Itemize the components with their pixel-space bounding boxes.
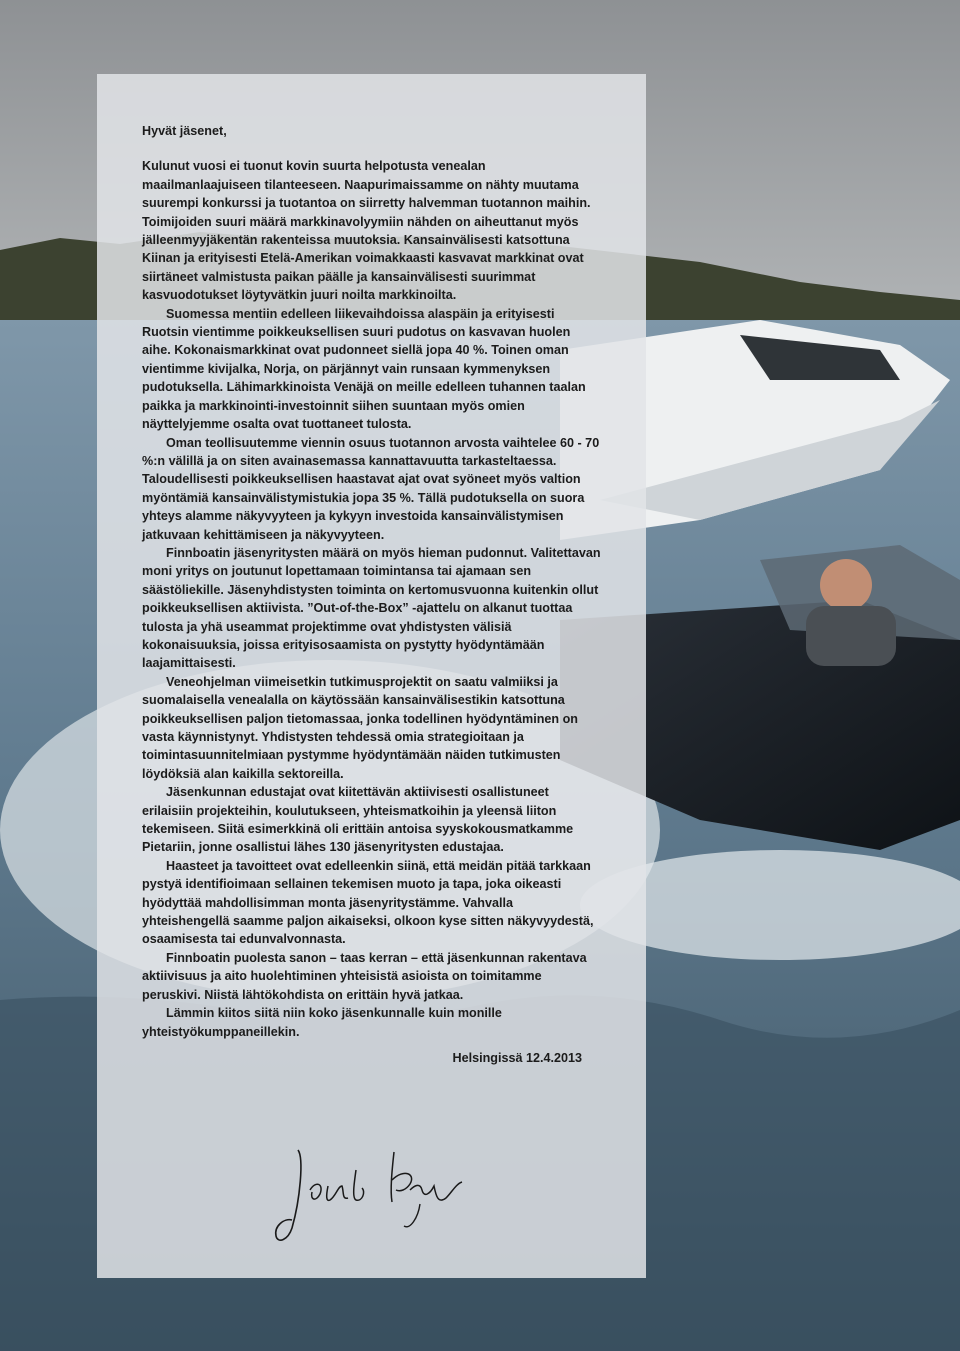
letter-paragraph: Suomessa mentiin edelleen liikevaihdoissa alaspäin ja erityisesti Ruotsin vientimme poikkeuksellisen suuri pudotus on kasvavan huolen aihe. Kokonaismarkkinat ovat pudonneet siellä jopa 40 %. Toinen oman vientimme kivijalka, Norja, on pärjännyt vain runsaan kymmenyksen pudotuksella. Lähimarkkinoista Venäjä on meille edelleen tuhannen taalan paikka ja markkinointi-investoinnit siihen suuntaan myös omien näyttelyjemme osalta ovat tuottaneet tulosta.	[142, 306, 586, 432]
letter-paragraph: Lämmin kiitos siitä niin koko jäsenkunnalle kuin monille yhteistyökumppaneillekin.	[142, 1006, 502, 1039]
letter-paragraph: Finnboatin puolesta sanon – taas kerran – että jäsenkunnan rakentava aktiivisuus ja aito huolehtiminen yhteisistä asioista on toimitamme peruskivi. Niistä lähtökohdista on erittäin hyvä jatkaa.	[142, 950, 587, 1002]
boat-driver-body	[806, 606, 896, 666]
letter-paragraph: Jäsenkunnan edustajat ovat kiitettävän aktiivisesti osallistuneet erilaisiin projekteihin, koulutukseen, yhteismatkoihin ja yleensä liiton tekemiseen. Siitä esimerkkinä oli erittäin antoisa syyskokousmatkamme Pietariin, jonne osallistui lähes 130 jäsenyritysten edustajaa.	[142, 785, 574, 855]
letter-place-date: Helsingissä 12.4.2013	[452, 1050, 582, 1065]
letter-paragraph: Kulunut vuosi ei tuonut kovin suurta helpotusta venealan maailmanlaajuiseen tilanteeseen. Naapurimaissamme on nähty muutama suurempi konkurssi ja tuotantoa on siirretty halvemman tuotannon maihin. Toimijoiden suuri määrä markkinavolyymiin nähden on aiheuttanut myös jälleenmyyjäkentän rakenteissa muutoksia. Kansainvälisesti katsottuna Kiinan ja erityisesti Etelä-Amerikan voimakkaasti kasvavat markkinat ovat siirtäneet valmistusta paikan päälle ja kansainvälisesti suurimmat kasvuodotukset löytyvätkin juuri noilta markkinoilta.	[142, 159, 591, 303]
handwritten-signature	[270, 1140, 480, 1260]
letter-paragraph: Oman teollisuutemme viennin osuus tuotannon arvosta vaihtelee 60 - 70 %:n välillä ja on siten avainasemassa kannattavuutta tarkasteltaessa. Taloudellisesti poikkeuksellisen haastavat ajat ovat syöneet myös valtion myöntämiä kansainvälistymistukia jopa 35 %. Tällä pudotuksella on suora yhteys alamme näkyvyyteen ja kykyyn investoida kansainvälistymisen jatkuvaan kehittämiseen ja näkyvyyteen.	[142, 435, 600, 542]
letter-paragraph: Haasteet ja tavoitteet ovat edelleenkin siinä, että meidän pitää tarkkaan pystyä identifioimaan sellainen tekemisen muoto ja tapa, joka oikeasti hyödyttää mahdollisimman monta jäsenyritystämme. Vahvalla yhteishengellä saamme paljon aikaiseksi, olkoon kyse sitten näkyvyydestä, osaamisesta tai edunvalvonnasta.	[142, 858, 594, 947]
letter-greeting: Hyvät jäsenet,	[142, 124, 227, 138]
boat-driver	[820, 559, 872, 611]
letter-body	[142, 116, 602, 1067]
letter-paragraph: Veneohjelman viimeisetkin tutkimusprojektit on saatu valmiiksi ja suomalaisella venealalla on käytössään kansainvälisestikin katsottuna poikkeuksellisen paljon tietomassaa, jonka todellinen hyödyntäminen on vasta käynnistynyt. Yhdistysten tehdessä omia strategioitaan ja toimintasuunnitelmiaan pystymme hyödyntämään näiden tutkimusten löydöksiä alan kaikilla sektoreilla.	[142, 674, 578, 781]
letter-paragraph: Finnboatin jäsenyritysten määrä on myös hieman pudonnut. Valitettavan moni yritys on joutunut lopettamaan toimintansa tai ajamaan sen säästöliekille. Jäsenyhdistysten toiminta on kertomusvuonna kuitenkin ollut poikkeuksellisen aktiivista. ”Out-of-the-Box” -ajattelu on alkanut tuottaa tulosta ja yhä useammat projektimme ovat yhdistysten välisiä kokonaisuuksia, joissa erityisosaamista on pystytty hyödyntämään laajamittaisesti.	[142, 545, 601, 671]
